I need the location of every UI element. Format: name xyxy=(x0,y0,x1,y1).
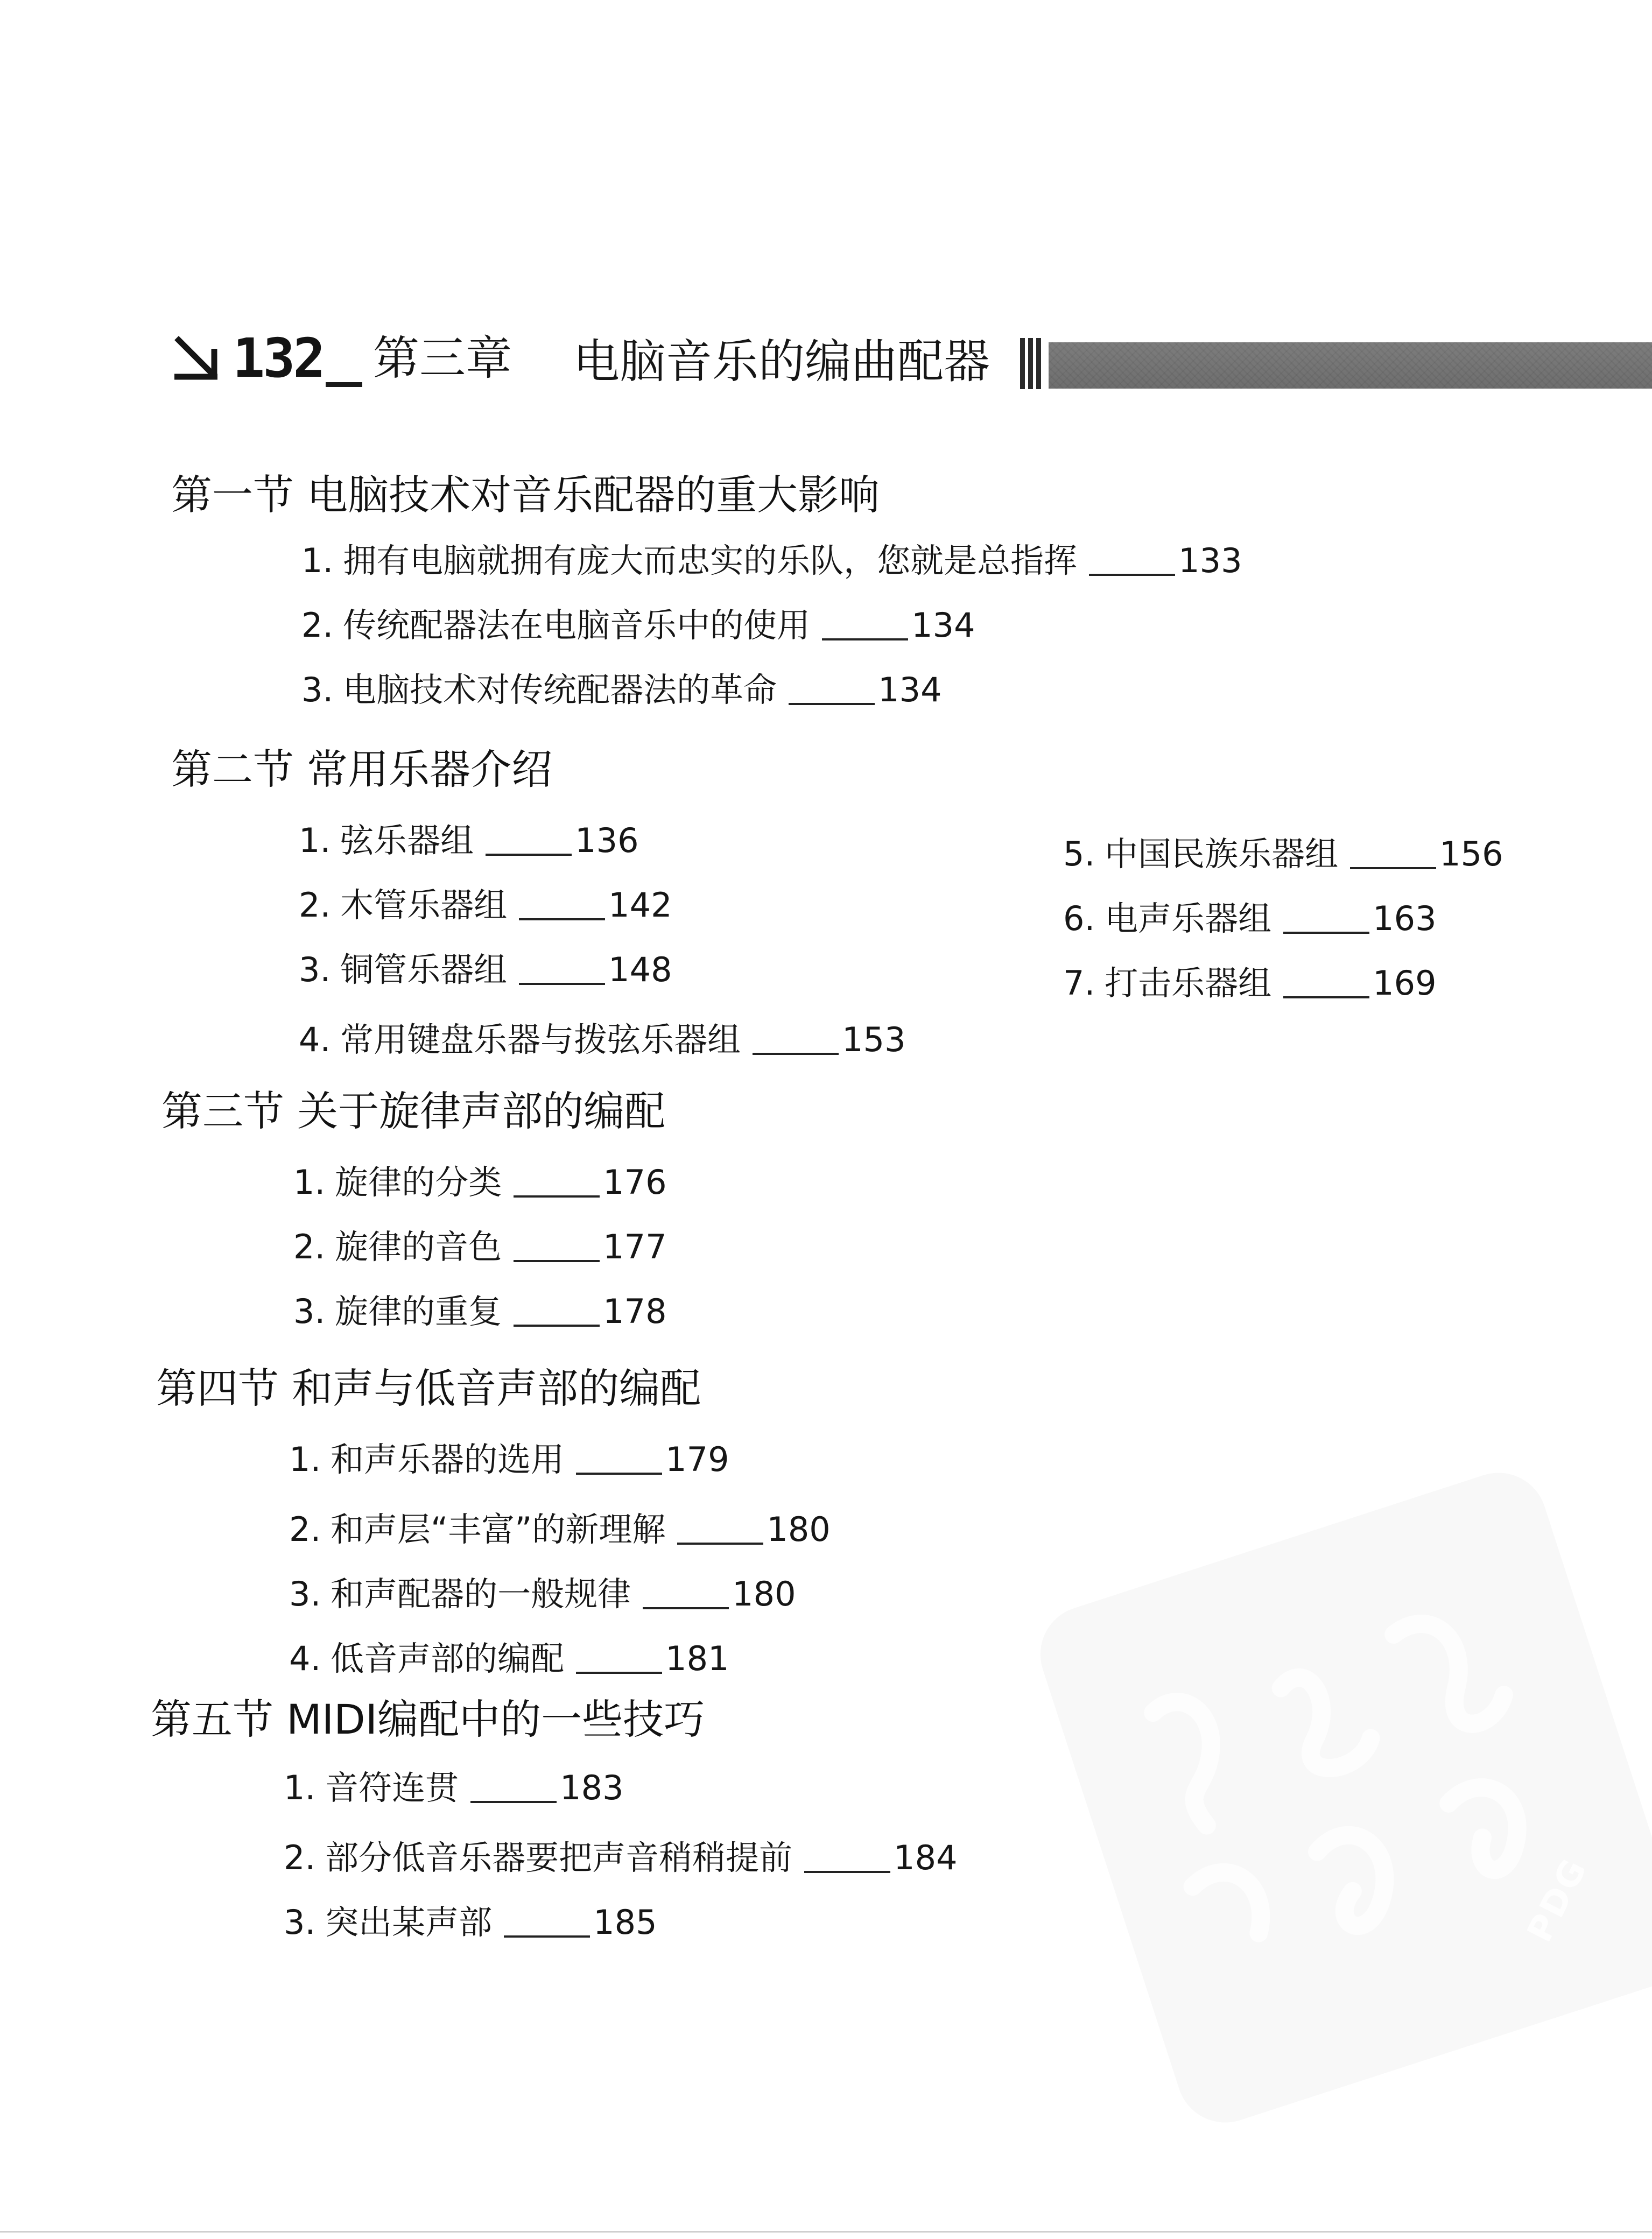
entry-page: 180 xyxy=(732,1574,796,1614)
entry-leader xyxy=(1283,932,1369,934)
entry-leader xyxy=(822,638,908,640)
entry-page: 181 xyxy=(665,1639,729,1678)
toc-entry[interactable] xyxy=(289,1572,796,1617)
entry-page: 136 xyxy=(575,821,639,860)
entry-text: 传统配器法在电脑音乐中的使用 xyxy=(343,605,811,645)
entry-page: 134 xyxy=(911,605,975,645)
entry-number: 7. xyxy=(1063,963,1095,1003)
entry-page: 156 xyxy=(1439,834,1503,874)
entry-leader xyxy=(519,983,605,985)
entry-leader xyxy=(789,703,875,705)
entry-page: 134 xyxy=(878,670,942,709)
entry-page: 178 xyxy=(603,1292,667,1331)
entry-number: 3. xyxy=(284,1903,316,1942)
entry-text: 常用键盘乐器与拨弦乐器组 xyxy=(340,1020,741,1059)
entry-number: 6. xyxy=(1063,899,1095,938)
entry-number: 1. xyxy=(299,821,331,860)
entry-text: 铜管乐器组 xyxy=(340,950,508,989)
page-number: 132 xyxy=(233,327,324,390)
header-underscore xyxy=(326,382,362,387)
toc-entry[interactable] xyxy=(301,538,1242,583)
entry-number: 3. xyxy=(293,1292,326,1331)
entry-leader xyxy=(514,1260,600,1262)
toc-entry[interactable] xyxy=(1063,896,1437,941)
entry-page: 169 xyxy=(1373,963,1437,1003)
entry-page: 163 xyxy=(1373,899,1437,938)
entry-number: 1. xyxy=(293,1163,326,1202)
entry-number: 5. xyxy=(1063,834,1095,874)
entry-page: 179 xyxy=(665,1440,729,1479)
entry-page: 133 xyxy=(1178,541,1242,580)
entry-leader xyxy=(576,1473,662,1475)
entry-page: 177 xyxy=(603,1227,667,1266)
entry-leader xyxy=(576,1672,662,1674)
chapter-title: 电脑音乐的编曲配器 xyxy=(573,335,990,389)
toc-entry[interactable] xyxy=(284,1835,958,1881)
entry-leader xyxy=(470,1801,557,1803)
toc-entry[interactable] xyxy=(289,1636,729,1681)
toc-entry[interactable] xyxy=(293,1289,667,1334)
entry-text: 和声配器的一般规律 xyxy=(331,1574,631,1614)
arrow-down-right-icon xyxy=(171,333,221,382)
chapter-label: 第三章 xyxy=(373,332,512,385)
entry-page: 180 xyxy=(767,1510,831,1549)
toc-entry[interactable] xyxy=(299,1017,906,1062)
entry-number: 4. xyxy=(289,1639,321,1678)
toc-entry[interactable] xyxy=(1063,832,1503,877)
header-bars-decoration xyxy=(1020,338,1042,389)
watermark-seal xyxy=(1028,1460,1652,2135)
toc-entry[interactable] xyxy=(293,1224,667,1270)
entry-text: 低音声部的编配 xyxy=(331,1639,565,1678)
entry-page: 148 xyxy=(608,950,672,989)
entry-number: 3. xyxy=(299,950,331,989)
entry-page: 176 xyxy=(603,1163,667,1202)
entry-number: 1. xyxy=(289,1440,321,1479)
watermark-text: PDG xyxy=(1520,1851,1596,1948)
entry-page: 183 xyxy=(560,1768,624,1807)
entry-leader xyxy=(486,854,572,856)
entry-text: 和声层“丰富”的新理解 xyxy=(331,1510,666,1549)
watermark-calligraphy xyxy=(1092,1548,1618,2040)
entry-text: 木管乐器组 xyxy=(340,885,508,925)
entry-number: 1. xyxy=(301,541,334,580)
entry-text: 旋律的重复 xyxy=(335,1292,502,1331)
entry-leader xyxy=(1089,574,1175,576)
entry-leader xyxy=(1350,867,1436,869)
toc-entry[interactable] xyxy=(284,1765,624,1811)
entry-text: 电脑技术对传统配器法的革命 xyxy=(343,670,777,709)
toc-entry[interactable] xyxy=(301,667,942,713)
entry-text: 旋律的音色 xyxy=(335,1227,502,1266)
entry-number: 2. xyxy=(299,885,331,925)
entry-leader xyxy=(519,918,605,920)
entry-text: 拥有电脑就拥有庞大而忠实的乐队，您就是总指挥 xyxy=(343,541,1078,580)
toc-entry[interactable] xyxy=(299,947,672,992)
toc-entry[interactable] xyxy=(293,1160,667,1205)
entry-text: 电声乐器组 xyxy=(1105,899,1272,938)
entry-text: 旋律的分类 xyxy=(335,1163,502,1202)
page-bottom-edge xyxy=(0,2231,1652,2233)
section-title: 第二节 常用乐器介绍 xyxy=(171,745,553,793)
toc-entry[interactable] xyxy=(289,1437,729,1482)
toc-entry[interactable] xyxy=(299,818,639,863)
entry-number: 2. xyxy=(301,605,334,645)
entry-text: 部分低音乐器要把声音稍稍提前 xyxy=(325,1838,793,1877)
section-title: 第三节 关于旋律声部的编配 xyxy=(161,1087,666,1135)
entry-number: 3. xyxy=(289,1574,321,1614)
toc-entry[interactable] xyxy=(299,883,672,928)
toc-entry[interactable] xyxy=(284,1900,657,1945)
entry-text: 打击乐器组 xyxy=(1105,963,1272,1003)
entry-page: 142 xyxy=(608,885,672,925)
entry-text: 突出某声部 xyxy=(325,1903,493,1942)
toc-entry[interactable] xyxy=(289,1507,831,1552)
entry-leader xyxy=(1283,996,1369,998)
entry-leader xyxy=(643,1607,729,1609)
entry-text: 中国民族乐器组 xyxy=(1105,834,1339,874)
entry-number: 3. xyxy=(301,670,334,709)
entry-leader xyxy=(804,1871,890,1873)
entry-number: 2. xyxy=(289,1510,321,1549)
entry-page: 153 xyxy=(842,1020,906,1059)
entry-leader xyxy=(514,1325,600,1327)
chapter-header xyxy=(161,323,1652,404)
entry-leader xyxy=(504,1935,590,1938)
section-title: 第一节 电脑技术对音乐配器的重大影响 xyxy=(171,471,880,519)
section-title: 第五节 MIDI编配中的一些技巧 xyxy=(151,1695,705,1743)
entry-leader xyxy=(514,1195,600,1198)
entry-page: 184 xyxy=(894,1838,958,1877)
toc-entry[interactable] xyxy=(1063,961,1437,1006)
entry-number: 4. xyxy=(299,1020,331,1059)
toc-entry[interactable] xyxy=(301,603,975,648)
entry-text: 和声乐器的选用 xyxy=(331,1440,565,1479)
section-title: 第四节 和声与低音声部的编配 xyxy=(156,1364,701,1412)
entry-text: 音符连贯 xyxy=(325,1768,459,1807)
entry-leader xyxy=(753,1053,839,1055)
entry-number: 2. xyxy=(293,1227,326,1266)
header-gray-band xyxy=(1049,342,1652,389)
entry-page: 185 xyxy=(593,1903,657,1942)
entry-leader xyxy=(677,1543,763,1545)
entry-number: 1. xyxy=(284,1768,316,1807)
entry-number: 2. xyxy=(284,1838,316,1877)
entry-text: 弦乐器组 xyxy=(340,821,474,860)
